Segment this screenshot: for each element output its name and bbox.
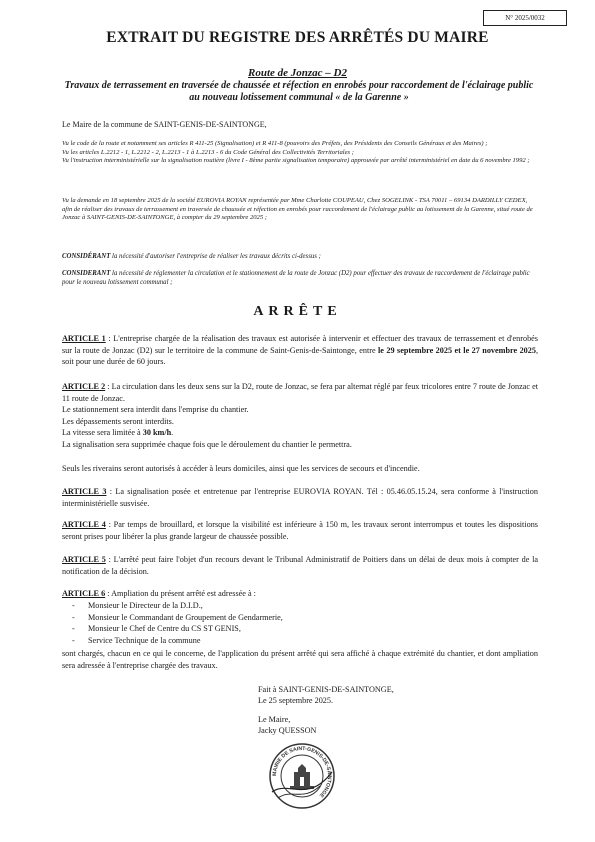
signature-role: Le Maire,	[258, 715, 291, 724]
article-line: La signalisation sera supprimée chaque fois que le déroulement du chantier le permettra.	[62, 439, 352, 449]
signature-date: Le 25 septembre 2025.	[258, 696, 334, 705]
article-label: ARTICLE 2	[62, 382, 106, 391]
article-line: Les dépassements seront interdits.	[62, 416, 174, 426]
list-item: - Service Technique de la commune	[72, 635, 472, 647]
considerant-2	[62, 270, 538, 287]
article-2	[62, 381, 538, 450]
article-dates: le 29 septembre 2025 et le 27 novembre 2025	[378, 345, 536, 355]
signature-place: Fait à SAINT-GENIS-DE-SAINTONGE,	[258, 685, 394, 694]
article-4	[62, 519, 538, 542]
speed-value: 30 km/h	[142, 428, 172, 437]
article-text: : L'entreprise chargée de la réalisation des travaux est autorisée à intervenir et effectuer des travaux de terrassement et d'enrobés sur la route de Jonzac (D2) sur le territoire de la commune de Saint-Genis-de-Saintonge, entre	[62, 334, 538, 355]
article-text: : L'arrêté peut faire l'objet d'un recours devant le Tribunal Administratif de Poitiers dans un délai de deux mois à compter de la notification de la décision.	[62, 555, 538, 576]
arrete-heading: ARRÊTE	[253, 304, 342, 319]
seal-text: MAIRIE DE SAINT-GENIS-DE-SAINTONGE	[271, 745, 333, 799]
page-title: EXTRAIT DU REGISTRE DES ARRÊTÉS DU MAIRE	[106, 29, 489, 46]
article-6	[62, 588, 538, 600]
visas-block	[62, 140, 538, 166]
considerant-1	[62, 253, 538, 262]
article-label: ARTICLE 4	[62, 520, 106, 529]
speed-text: La vitesse sera limitée à	[62, 428, 143, 437]
article-label: ARTICLE 1	[62, 334, 106, 343]
signature-block	[258, 684, 458, 736]
visa-item: Vu l'instruction interministérielle sur la signalisation routière (livre I - 8ème partie signalisation temporaire) approuvée par arrêté interministériel en date du 6 novembre 1992 ;	[62, 157, 530, 164]
residents-line: Seuls les riverains seront autorisés à accéder à leurs domiciles, ainsi que les services de secours et d'incendie.	[62, 464, 420, 473]
article-5	[62, 554, 538, 577]
seal-emblem	[290, 764, 314, 789]
signature-name: Jacky QUESSON	[258, 726, 317, 735]
article-text: , soit pour une durée de 60 jours.	[62, 345, 539, 366]
mayor-seal-stamp	[268, 742, 336, 810]
article-line: Le stationnement sera interdit dans l'emprise du chantier.	[62, 405, 249, 414]
list-item: - Monsieur le Chef de Centre du CS ST GENIS,	[72, 623, 472, 635]
article-3	[62, 486, 538, 509]
request-paragraph: Vu la demande en 18 septembre 2025 de la société EUROVIA ROYAN représentée par Mme Charlotte COUPEAU, Chez SOGELINK - TSA 70011 – 69134 DARDILLY CEDEX, afin de réaliser des travaux de terrassement en traversée de chaussée et réfection en enrobés pour raccordement de l'éclairage public au lotissement de la Garenne, situé route de Jonzac à SAINT-GENIS-DE-SAINTONGE, à compter du 29 septembre 2025 ;	[62, 197, 533, 221]
mayor-intro: Le Maire de la commune de SAINT-GENIS-DE-SAINTONGE,	[62, 120, 267, 129]
speed-end: .	[171, 428, 174, 437]
subtitle: Route de Jonzac – D2	[248, 67, 347, 79]
visa-item: Vu les articles L.2212 - 1, L.2212 - 2, L.2213 - 1 à L.2213 - 6 du Code Général des Collectivités Territoriales ;	[62, 148, 354, 156]
considerant-label: CONSIDÉRANT	[62, 253, 111, 260]
considerant-label: CONSIDERANT	[62, 270, 111, 277]
article-label: ARTICLE 3	[62, 487, 107, 496]
reference-number-box: N° 2025/0032	[483, 10, 567, 26]
article-label: ARTICLE 6	[62, 589, 106, 598]
article-text: : Ampliation du présent arrêté est adressée à :	[105, 589, 256, 598]
article-1	[62, 333, 538, 368]
considerant-text: la nécessité d'autoriser l'entreprise de réaliser les travaux décrits ci-dessus ;	[110, 253, 321, 260]
article-text: : Par temps de brouillard, et lorsque la visibilité est inférieure à 150 m, les travaux seront interrompus et toutes les dispositions seront prises pour libérer la plus grande largeur de chaussée possible.	[62, 520, 538, 541]
works-description: Travaux de terrassement en traversée de chaussée et réfection en enrobés pour raccordement de l'éclairage public au nouveau lotissement communal « de la Garenne »	[64, 80, 534, 103]
visa-item: Vu le code de la route et notamment ses articles R 411-25 (Signalisation) et R 411-8 (pouvoirs des Préfets, des Présidents des Conseils Généraux et des Maires) ;	[62, 140, 488, 147]
recipients-list	[72, 600, 472, 646]
article-text: : La circulation dans les deux sens sur la D2, route de Jonzac, se fera par alternat réglé par feux tricolores entre 7 route de Jonzac et 11 route de Jonzac.	[62, 382, 538, 403]
article-text: : La signalisation posée et entretenue par l'entreprise EUROVIA ROYAN. Tél : 05.46.05.15.24, sera conforme à l'instruction interministérielle susvisée.	[62, 487, 538, 508]
article-label: ARTICLE 5	[62, 555, 106, 564]
considerant-text: la nécessité de réglementer la circulation et le stationnement de la route de Jonzac (D2) pour effectuer des travaux de raccordement de l'éclairage public pour le nouveau lotissement communal ;	[62, 270, 530, 286]
list-item: - Monsieur le Commandant de Groupement de Gendarmerie,	[72, 612, 472, 624]
list-item: - Monsieur le Directeur de la D.I.D.,	[72, 600, 472, 612]
article-6-closing: sont chargés, chacun en ce qui le concerne, de l'application du présent arrêté qui sera affiché à chaque extrémité du chantier, et dont ampliation sera adressée à l'entreprise chargée des travaux.	[62, 649, 538, 670]
